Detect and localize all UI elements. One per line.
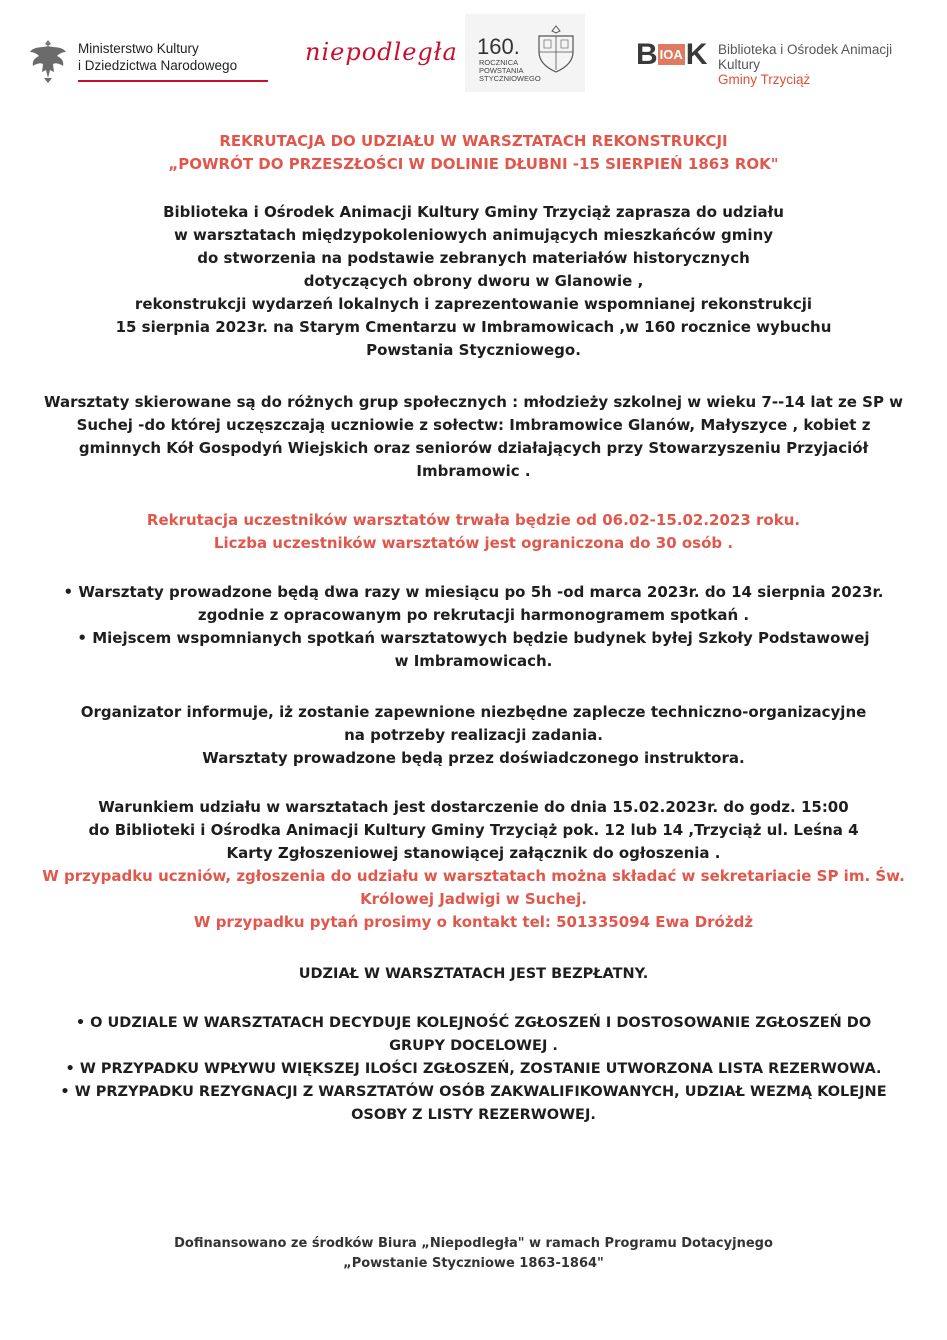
ministry-bar	[78, 80, 268, 82]
intro-paragraph	[20, 201, 927, 362]
intro-line: dotyczących obrony dworu w Glanowie ,	[303, 272, 644, 290]
anniversary-line1: ROCZNICA	[479, 58, 519, 67]
footer-line: Dofinansowano ze środków Biura „Niepodległa" w ramach Programu Dotacyjnego	[174, 1236, 773, 1251]
condition-line: Warunkiem udziału w warsztatach jest dostarczenie do dnia 15.02.2023r. do godz. 15:00	[98, 798, 849, 816]
schedule-line: w Imbramowicach.	[394, 652, 553, 670]
anniversary-line3: STYCZNIOWEGO	[479, 74, 541, 83]
organizer-line: Warsztaty prowadzone będą przez doświadczonego instruktora.	[202, 749, 745, 767]
anniversary-logo	[465, 14, 585, 92]
header-logos	[0, 0, 947, 100]
page-title	[20, 130, 927, 176]
logo-letters-ioa: IOA	[658, 44, 685, 65]
condition-line: do Biblioteki i Ośrodka Animacji Kultury Gminy Trzyciąż pok. 12 lub 14 ,Trzyciąż ul. Leśna 4	[88, 821, 859, 839]
intro-line: w warsztatach międzypokoleniowych animujących mieszkańców gminy	[173, 226, 774, 244]
white-eagle-icon	[28, 36, 68, 84]
rule-line: • W PRZYPADKU WPŁYWU WIĘKSZEJ ILOŚCI ZGŁOSZEŃ, ZOSTANIE UTWORZONA LISTA REZERWOWA.	[65, 1061, 882, 1077]
condition-paragraph	[20, 796, 927, 934]
ministry-line2: i Dziedzictwa Narodowego	[78, 58, 238, 73]
organizer-line: na potrzeby realizacji zadania.	[344, 726, 603, 744]
footer-line: „Powstanie Styczniowe 1863-1864"	[343, 1256, 604, 1271]
target-groups-paragraph	[20, 391, 927, 483]
niepodlegla-logo: niepodległa	[305, 38, 458, 66]
rule-line: OSOBY Z LISTY REZERWOWEJ.	[351, 1107, 596, 1123]
groups-line: gminnych Kół Gospodyń Wiejskich oraz seniorów działających przy Stowarzyszeniu Przyjaciół	[78, 439, 869, 457]
rule-line: • W PRZYPADKU REZYGNACJI Z WARSZTATÓW OSÓB ZAKWALIFIKOWANYCH, UDZIAŁ WEZMĄ KOLEJNE	[60, 1084, 887, 1100]
biblioteka-logo	[636, 38, 926, 87]
biblio-line1: Biblioteka i Ośrodek Animacji Kultury	[718, 42, 893, 72]
ministry-logo	[28, 36, 243, 88]
students-note-line: Królowej Jadwigi w Suchej.	[360, 890, 587, 908]
intro-line: Powstania Styczniowego.	[366, 341, 581, 359]
intro-line: rekonstrukcji wydarzeń lokalnych i zaprezentowanie wspomnianej rekonstrukcji	[134, 295, 813, 313]
rule-line: GRUPY DOCELOWEJ .	[389, 1038, 558, 1054]
logo-letter-k: K	[685, 38, 707, 71]
logo-letter-b: B	[636, 38, 657, 71]
intro-line: do stworzenia na podstawie zebranych materiałów historycznych	[197, 249, 750, 267]
intro-line: Biblioteka i Ośrodek Animacji Kultury Gminy Trzyciąż zaprasza do udziału	[163, 203, 784, 221]
organizer-line: Organizator informuje, iż zostanie zapewnione niezbędne zaplecze techniczno-organizacyjne	[80, 703, 867, 721]
organizer-paragraph	[20, 701, 927, 770]
title-line2: „POWRÓT DO PRZESZŁOŚCI W DOLINIE DŁUBNI -15 SIERPIEŃ 1863 ROK"	[168, 155, 779, 173]
schedule-paragraph	[20, 581, 927, 673]
intro-line: 15 sierpnia 2023r. na Starym Cmentarzu w Imbramowicach ,w 160 rocznice wybuchu	[115, 318, 832, 336]
biblio-line2: Gminy Trzyciąż	[718, 72, 811, 87]
groups-line: Warsztaty skierowane są do różnych grup społecznych : młodzieży szkolnej w wieku 7--14 lat ze SP w	[43, 393, 904, 411]
groups-line: Suchej -do której uczęszczają uczniowie z sołectw: Imbramowice Glanów, Małyszyce , kobiet z	[76, 416, 871, 434]
recruitment-line: Liczba uczestników warsztatów jest ograniczona do 30 osób .	[213, 534, 734, 552]
condition-line: Karty Zgłoszeniowej stanowiącej załącznik do ogłoszenia .	[226, 844, 721, 862]
rule-line: • O UDZIALE W WARSZTATACH DECYDUJE KOLEJNOŚĆ ZGŁOSZEŃ I DOSTOSOWANIE ZGŁOSZEŃ DO	[75, 1015, 872, 1031]
free-participation	[20, 963, 927, 986]
bk-logo-mark	[636, 38, 706, 72]
groups-line: Imbramowic .	[416, 462, 531, 480]
ministry-line1: Ministerstwo Kultury	[78, 41, 199, 56]
anniversary-line2: POWSTANIA	[479, 66, 524, 75]
rules-list	[20, 1012, 927, 1127]
funding-footer	[20, 1234, 927, 1274]
free-notice: UDZIAŁ W WARSZTATACH JEST BEZPŁATNY.	[298, 966, 649, 982]
anniversary-number: 160.	[477, 34, 520, 59]
schedule-line: zgodnie z opracowanym po rekrutacji harmonogramem spotkań .	[197, 606, 750, 624]
recruitment-paragraph	[20, 509, 927, 555]
students-note-line: W przypadku uczniów, zgłoszenia do udziału w warsztatach można składać w sekretariacie SP im. Św.	[42, 867, 905, 885]
recruitment-line: Rekrutacja uczestników warsztatów trwała będzie od 06.02-15.02.2023 roku.	[146, 511, 801, 529]
coat-of-arms-icon	[535, 24, 577, 74]
schedule-line: • Miejscem wspomnianych spotkań warsztatowych będzie budynek byłej Szkoły Podstawowej	[77, 629, 870, 647]
title-line1: REKRUTACJA DO UDZIAŁU W WARSZTATACH REKONSTRUKCJI	[219, 132, 728, 150]
contact-line: W przypadku pytań prosimy o kontakt tel: 501335094 Ewa Dróżdż	[193, 913, 754, 931]
schedule-line: • Warsztaty prowadzone będą dwa razy w miesiącu po 5h -od marca 2023r. do 14 sierpnia 2023r.	[63, 583, 884, 601]
